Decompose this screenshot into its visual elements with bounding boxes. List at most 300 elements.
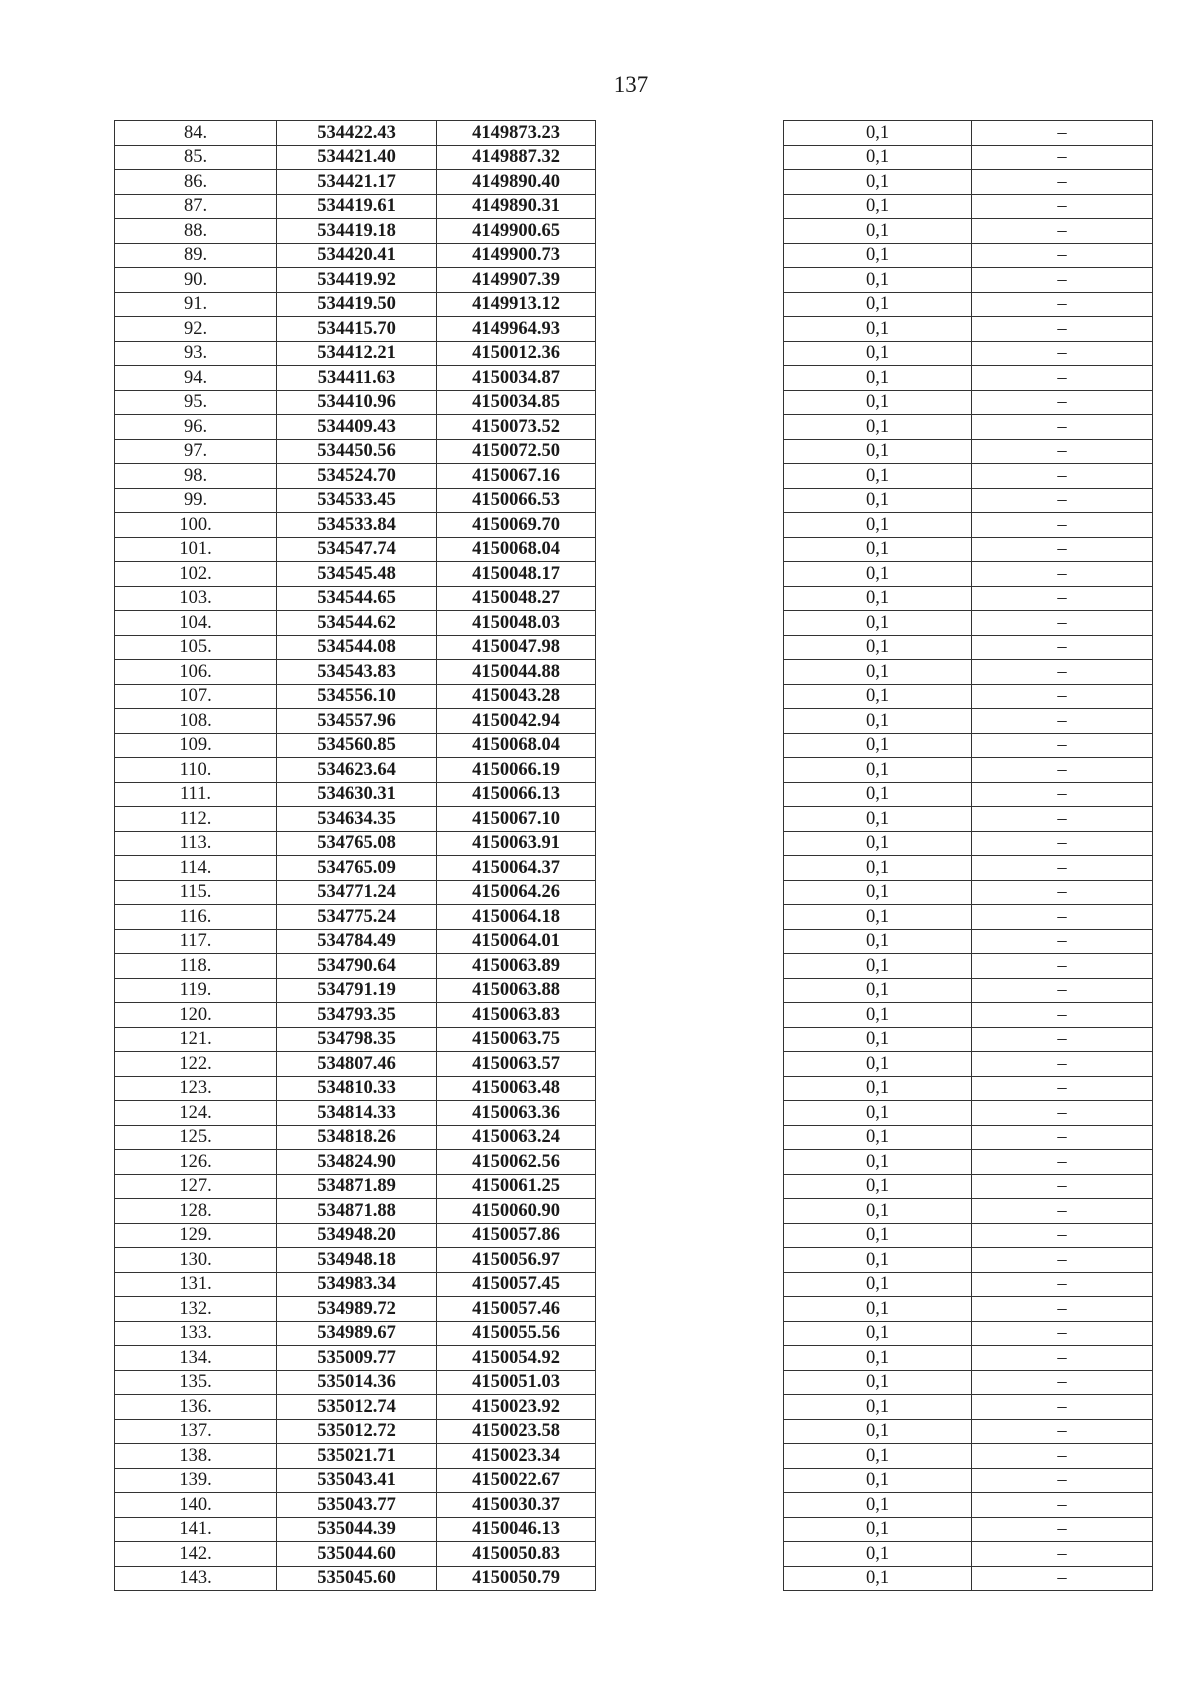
point-number-cell: 84.: [115, 121, 277, 146]
dash-cell: –: [972, 513, 1153, 538]
y-coordinate-cell: 4150048.03: [437, 611, 596, 636]
y-coordinate-cell: 4150063.24: [437, 1125, 596, 1150]
precision-value-cell: 0,1: [784, 1272, 972, 1297]
dash-cell: –: [972, 488, 1153, 513]
x-coordinate-cell: 534415.70: [277, 317, 437, 342]
table-row: [784, 782, 1153, 807]
dash-cell: –: [972, 1493, 1153, 1518]
y-coordinate-cell: 4150063.83: [437, 1003, 596, 1028]
table-row: [784, 1027, 1153, 1052]
x-coordinate-cell: 534871.89: [277, 1174, 437, 1199]
dash-cell: –: [972, 1517, 1153, 1542]
x-coordinate-cell: 535044.60: [277, 1542, 437, 1567]
table-row: [784, 268, 1153, 293]
precision-value-cell: 0,1: [784, 562, 972, 587]
x-coordinate-cell: 534419.92: [277, 268, 437, 293]
precision-value-cell: 0,1: [784, 1395, 972, 1420]
y-coordinate-cell: 4150073.52: [437, 415, 596, 440]
precision-value-cell: 0,1: [784, 1199, 972, 1224]
y-coordinate-cell: 4150063.75: [437, 1027, 596, 1052]
point-number-cell: 107.: [115, 684, 277, 709]
dash-cell: –: [972, 1468, 1153, 1493]
point-number-cell: 124.: [115, 1101, 277, 1126]
table-row: [115, 366, 596, 391]
x-coordinate-cell: 534556.10: [277, 684, 437, 709]
dash-cell: –: [972, 1444, 1153, 1469]
dash-cell: –: [972, 1370, 1153, 1395]
table-row: [115, 1346, 596, 1371]
dash-cell: –: [972, 1272, 1153, 1297]
table-row: [784, 121, 1153, 146]
x-coordinate-cell: 534421.17: [277, 170, 437, 195]
dash-cell: –: [972, 1125, 1153, 1150]
x-coordinate-cell: 534790.64: [277, 954, 437, 979]
table-row: [115, 611, 596, 636]
table-row: [784, 1101, 1153, 1126]
point-number-cell: 125.: [115, 1125, 277, 1150]
precision-value-cell: 0,1: [784, 758, 972, 783]
table-row: [784, 660, 1153, 685]
point-number-cell: 98.: [115, 464, 277, 489]
precision-value-cell: 0,1: [784, 292, 972, 317]
x-coordinate-cell: 535021.71: [277, 1444, 437, 1469]
table-row: [115, 1199, 596, 1224]
y-coordinate-cell: 4150057.46: [437, 1297, 596, 1322]
table-row: [115, 856, 596, 881]
x-coordinate-cell: 534544.62: [277, 611, 437, 636]
point-number-cell: 93.: [115, 341, 277, 366]
dash-cell: –: [972, 121, 1153, 146]
precision-value-cell: 0,1: [784, 1027, 972, 1052]
table-row: [784, 1052, 1153, 1077]
y-coordinate-cell: 4150063.89: [437, 954, 596, 979]
table-row: [784, 709, 1153, 734]
table-row: [784, 954, 1153, 979]
x-coordinate-cell: 534421.40: [277, 145, 437, 170]
point-number-cell: 85.: [115, 145, 277, 170]
dash-cell: –: [972, 1542, 1153, 1567]
precision-value-cell: 0,1: [784, 1174, 972, 1199]
dash-cell: –: [972, 905, 1153, 930]
dash-cell: –: [972, 1052, 1153, 1077]
x-coordinate-cell: 535043.77: [277, 1493, 437, 1518]
table-row: [115, 415, 596, 440]
precision-value-cell: 0,1: [784, 660, 972, 685]
table-row: [115, 635, 596, 660]
precision-value-cell: 0,1: [784, 1419, 972, 1444]
x-coordinate-cell: 535012.72: [277, 1419, 437, 1444]
table-row: [784, 464, 1153, 489]
x-coordinate-cell: 534560.85: [277, 733, 437, 758]
dash-cell: –: [972, 562, 1153, 587]
point-number-cell: 102.: [115, 562, 277, 587]
precision-value-cell: 0,1: [784, 880, 972, 905]
table-row: [784, 513, 1153, 538]
x-coordinate-cell: 534422.43: [277, 121, 437, 146]
point-number-cell: 96.: [115, 415, 277, 440]
y-coordinate-cell: 4150044.88: [437, 660, 596, 685]
y-coordinate-cell: 4150012.36: [437, 341, 596, 366]
table-row: [784, 1150, 1153, 1175]
point-number-cell: 120.: [115, 1003, 277, 1028]
table-row: [115, 929, 596, 954]
point-number-cell: 127.: [115, 1174, 277, 1199]
table-row: [784, 684, 1153, 709]
x-coordinate-cell: 534771.24: [277, 880, 437, 905]
dash-cell: –: [972, 611, 1153, 636]
y-coordinate-cell: 4150068.04: [437, 733, 596, 758]
y-coordinate-cell: 4150022.67: [437, 1468, 596, 1493]
precision-value-cell: 0,1: [784, 807, 972, 832]
x-coordinate-cell: 535043.41: [277, 1468, 437, 1493]
point-number-cell: 135.: [115, 1370, 277, 1395]
dash-cell: –: [972, 317, 1153, 342]
point-number-cell: 122.: [115, 1052, 277, 1077]
x-coordinate-cell: 534533.45: [277, 488, 437, 513]
y-coordinate-cell: 4149900.65: [437, 219, 596, 244]
x-coordinate-cell: 534533.84: [277, 513, 437, 538]
table-row: [115, 194, 596, 219]
point-number-cell: 97.: [115, 439, 277, 464]
table-row: [784, 1125, 1153, 1150]
precision-value-cell: 0,1: [784, 929, 972, 954]
x-coordinate-cell: 534871.88: [277, 1199, 437, 1224]
table-row: [115, 219, 596, 244]
table-row: [115, 1444, 596, 1469]
table-row: [115, 145, 596, 170]
dash-cell: –: [972, 268, 1153, 293]
point-number-cell: 112.: [115, 807, 277, 832]
precision-value-cell: 0,1: [784, 1003, 972, 1028]
table-row: [784, 807, 1153, 832]
point-number-cell: 114.: [115, 856, 277, 881]
x-coordinate-cell: 534818.26: [277, 1125, 437, 1150]
point-number-cell: 142.: [115, 1542, 277, 1567]
x-coordinate-cell: 534420.41: [277, 243, 437, 268]
x-coordinate-cell: 534543.83: [277, 660, 437, 685]
x-coordinate-cell: 535009.77: [277, 1346, 437, 1371]
table-row: [784, 856, 1153, 881]
table-row: [115, 684, 596, 709]
table-row: [115, 317, 596, 342]
table-row: [115, 758, 596, 783]
dash-cell: –: [972, 1199, 1153, 1224]
y-coordinate-cell: 4150069.70: [437, 513, 596, 538]
table-row: [784, 929, 1153, 954]
dash-cell: –: [972, 1395, 1153, 1420]
y-coordinate-cell: 4150063.88: [437, 978, 596, 1003]
x-coordinate-cell: 534623.64: [277, 758, 437, 783]
point-number-cell: 138.: [115, 1444, 277, 1469]
precision-value-cell: 0,1: [784, 513, 972, 538]
table-row: [784, 145, 1153, 170]
point-number-cell: 139.: [115, 1468, 277, 1493]
table-row: [115, 1003, 596, 1028]
y-coordinate-cell: 4149900.73: [437, 243, 596, 268]
y-coordinate-cell: 4150064.26: [437, 880, 596, 905]
table-row: [784, 1444, 1153, 1469]
table-row: [784, 905, 1153, 930]
dash-cell: –: [972, 366, 1153, 391]
dash-cell: –: [972, 758, 1153, 783]
x-coordinate-cell: 534409.43: [277, 415, 437, 440]
y-coordinate-cell: 4150056.97: [437, 1248, 596, 1273]
table-row: [115, 733, 596, 758]
x-coordinate-cell: 535012.74: [277, 1395, 437, 1420]
point-number-cell: 91.: [115, 292, 277, 317]
dash-cell: –: [972, 807, 1153, 832]
precision-value-cell: 0,1: [784, 1370, 972, 1395]
coordinates-table-body: [115, 121, 596, 1591]
dash-cell: –: [972, 1297, 1153, 1322]
point-number-cell: 87.: [115, 194, 277, 219]
dash-cell: –: [972, 684, 1153, 709]
table-row: [784, 1321, 1153, 1346]
point-number-cell: 111.: [115, 782, 277, 807]
table-row: [115, 1101, 596, 1126]
table-row: [784, 1395, 1153, 1420]
table-row: [115, 1493, 596, 1518]
table-row: [115, 464, 596, 489]
precision-value-cell: 0,1: [784, 219, 972, 244]
point-number-cell: 99.: [115, 488, 277, 513]
coordinates-table: [114, 120, 596, 1591]
precision-value-cell: 0,1: [784, 1223, 972, 1248]
table-row: [784, 439, 1153, 464]
dash-cell: –: [972, 1027, 1153, 1052]
y-coordinate-cell: 4150057.86: [437, 1223, 596, 1248]
table-row: [115, 905, 596, 930]
x-coordinate-cell: 534410.96: [277, 390, 437, 415]
table-row: [784, 1223, 1153, 1248]
x-coordinate-cell: 534784.49: [277, 929, 437, 954]
point-number-cell: 141.: [115, 1517, 277, 1542]
table-row: [784, 1468, 1153, 1493]
table-row: [115, 880, 596, 905]
dash-cell: –: [972, 1101, 1153, 1126]
dash-cell: –: [972, 733, 1153, 758]
precision-value-cell: 0,1: [784, 268, 972, 293]
point-number-cell: 95.: [115, 390, 277, 415]
table-row: [115, 1419, 596, 1444]
y-coordinate-cell: 4149907.39: [437, 268, 596, 293]
x-coordinate-cell: 534557.96: [277, 709, 437, 734]
precision-value-cell: 0,1: [784, 1076, 972, 1101]
dash-cell: –: [972, 243, 1153, 268]
table-row: [115, 709, 596, 734]
table-row: [784, 880, 1153, 905]
precision-value-cell: 0,1: [784, 439, 972, 464]
y-coordinate-cell: 4150054.92: [437, 1346, 596, 1371]
table-row: [784, 978, 1153, 1003]
table-row: [115, 341, 596, 366]
y-coordinate-cell: 4150034.87: [437, 366, 596, 391]
y-coordinate-cell: 4150030.37: [437, 1493, 596, 1518]
y-coordinate-cell: 4150064.18: [437, 905, 596, 930]
table-row: [115, 1076, 596, 1101]
dash-cell: –: [972, 194, 1153, 219]
precision-value-cell: 0,1: [784, 366, 972, 391]
table-row: [784, 562, 1153, 587]
dash-cell: –: [972, 660, 1153, 685]
precision-value-cell: 0,1: [784, 243, 972, 268]
y-coordinate-cell: 4150063.57: [437, 1052, 596, 1077]
table-row: [115, 268, 596, 293]
dash-cell: –: [972, 341, 1153, 366]
precision-value-cell: 0,1: [784, 1444, 972, 1469]
x-coordinate-cell: 534765.08: [277, 831, 437, 856]
precision-value-cell: 0,1: [784, 586, 972, 611]
y-coordinate-cell: 4150067.10: [437, 807, 596, 832]
x-coordinate-cell: 534630.31: [277, 782, 437, 807]
dash-cell: –: [972, 439, 1153, 464]
x-coordinate-cell: 534765.09: [277, 856, 437, 881]
precision-value-cell: 0,1: [784, 856, 972, 881]
point-number-cell: 101.: [115, 537, 277, 562]
y-coordinate-cell: 4150064.37: [437, 856, 596, 881]
table-row: [784, 1076, 1153, 1101]
precision-value-cell: 0,1: [784, 390, 972, 415]
y-coordinate-cell: 4150048.27: [437, 586, 596, 611]
y-coordinate-cell: 4149913.12: [437, 292, 596, 317]
precision-value-cell: 0,1: [784, 170, 972, 195]
point-number-cell: 137.: [115, 1419, 277, 1444]
y-coordinate-cell: 4149887.32: [437, 145, 596, 170]
table-row: [115, 1174, 596, 1199]
y-coordinate-cell: 4150062.56: [437, 1150, 596, 1175]
precision-value-cell: 0,1: [784, 709, 972, 734]
precision-value-cell: 0,1: [784, 1566, 972, 1591]
point-number-cell: 104.: [115, 611, 277, 636]
table-row: [784, 194, 1153, 219]
y-coordinate-cell: 4150050.79: [437, 1566, 596, 1591]
dash-cell: –: [972, 929, 1153, 954]
table-row: [115, 121, 596, 146]
y-coordinate-cell: 4150057.45: [437, 1272, 596, 1297]
dash-cell: –: [972, 1003, 1153, 1028]
dash-cell: –: [972, 978, 1153, 1003]
point-number-cell: 89.: [115, 243, 277, 268]
dash-cell: –: [972, 1321, 1153, 1346]
x-coordinate-cell: 534989.72: [277, 1297, 437, 1322]
dash-cell: –: [972, 586, 1153, 611]
precision-value-cell: 0,1: [784, 611, 972, 636]
precision-value-cell: 0,1: [784, 733, 972, 758]
table-row: [115, 390, 596, 415]
x-coordinate-cell: 534824.90: [277, 1150, 437, 1175]
point-number-cell: 129.: [115, 1223, 277, 1248]
x-coordinate-cell: 534793.35: [277, 1003, 437, 1028]
table-row: [115, 1566, 596, 1591]
dash-cell: –: [972, 537, 1153, 562]
precision-value-cell: 0,1: [784, 1125, 972, 1150]
precision-value-cell: 0,1: [784, 978, 972, 1003]
table-row: [115, 978, 596, 1003]
table-row: [784, 415, 1153, 440]
point-number-cell: 121.: [115, 1027, 277, 1052]
point-number-cell: 134.: [115, 1346, 277, 1371]
point-number-cell: 119.: [115, 978, 277, 1003]
precision-value-cell: 0,1: [784, 1101, 972, 1126]
table-row: [784, 1272, 1153, 1297]
x-coordinate-cell: 535045.60: [277, 1566, 437, 1591]
table-row: [115, 782, 596, 807]
precision-value-cell: 0,1: [784, 1150, 972, 1175]
precision-value-cell: 0,1: [784, 954, 972, 979]
precision-value-cell: 0,1: [784, 317, 972, 342]
precision-value-cell: 0,1: [784, 415, 972, 440]
table-row: [115, 1542, 596, 1567]
x-coordinate-cell: 534775.24: [277, 905, 437, 930]
y-coordinate-cell: 4150072.50: [437, 439, 596, 464]
table-row: [115, 1517, 596, 1542]
y-coordinate-cell: 4150055.56: [437, 1321, 596, 1346]
point-number-cell: 117.: [115, 929, 277, 954]
y-coordinate-cell: 4150064.01: [437, 929, 596, 954]
x-coordinate-cell: 534545.48: [277, 562, 437, 587]
table-row: [115, 1052, 596, 1077]
y-coordinate-cell: 4150051.03: [437, 1370, 596, 1395]
precision-value-cell: 0,1: [784, 464, 972, 489]
x-coordinate-cell: 534989.67: [277, 1321, 437, 1346]
x-coordinate-cell: 534807.46: [277, 1052, 437, 1077]
table-row: [115, 586, 596, 611]
table-row: [784, 488, 1153, 513]
precision-value-cell: 0,1: [784, 1321, 972, 1346]
table-row: [115, 1248, 596, 1273]
precision-table-body: [784, 121, 1153, 1591]
point-number-cell: 100.: [115, 513, 277, 538]
table-row: [115, 537, 596, 562]
table-row: [784, 586, 1153, 611]
x-coordinate-cell: 534544.65: [277, 586, 437, 611]
x-coordinate-cell: 534791.19: [277, 978, 437, 1003]
dash-cell: –: [972, 415, 1153, 440]
table-row: [115, 1223, 596, 1248]
point-number-cell: 108.: [115, 709, 277, 734]
y-coordinate-cell: 4150043.28: [437, 684, 596, 709]
point-number-cell: 136.: [115, 1395, 277, 1420]
point-number-cell: 113.: [115, 831, 277, 856]
y-coordinate-cell: 4150068.04: [437, 537, 596, 562]
precision-value-cell: 0,1: [784, 831, 972, 856]
table-row: [784, 1346, 1153, 1371]
table-row: [115, 562, 596, 587]
precision-value-cell: 0,1: [784, 145, 972, 170]
precision-value-cell: 0,1: [784, 488, 972, 513]
point-number-cell: 116.: [115, 905, 277, 930]
precision-value-cell: 0,1: [784, 1248, 972, 1273]
table-row: [784, 366, 1153, 391]
precision-value-cell: 0,1: [784, 1468, 972, 1493]
x-coordinate-cell: 534983.34: [277, 1272, 437, 1297]
dash-cell: –: [972, 709, 1153, 734]
dash-cell: –: [972, 831, 1153, 856]
point-number-cell: 103.: [115, 586, 277, 611]
table-row: [115, 1395, 596, 1420]
x-coordinate-cell: 534798.35: [277, 1027, 437, 1052]
dash-cell: –: [972, 145, 1153, 170]
precision-value-cell: 0,1: [784, 1297, 972, 1322]
y-coordinate-cell: 4149964.93: [437, 317, 596, 342]
precision-table: [783, 120, 1153, 1591]
precision-value-cell: 0,1: [784, 1346, 972, 1371]
dash-cell: –: [972, 635, 1153, 660]
point-number-cell: 131.: [115, 1272, 277, 1297]
precision-value-cell: 0,1: [784, 1052, 972, 1077]
table-row: [115, 1468, 596, 1493]
point-number-cell: 123.: [115, 1076, 277, 1101]
